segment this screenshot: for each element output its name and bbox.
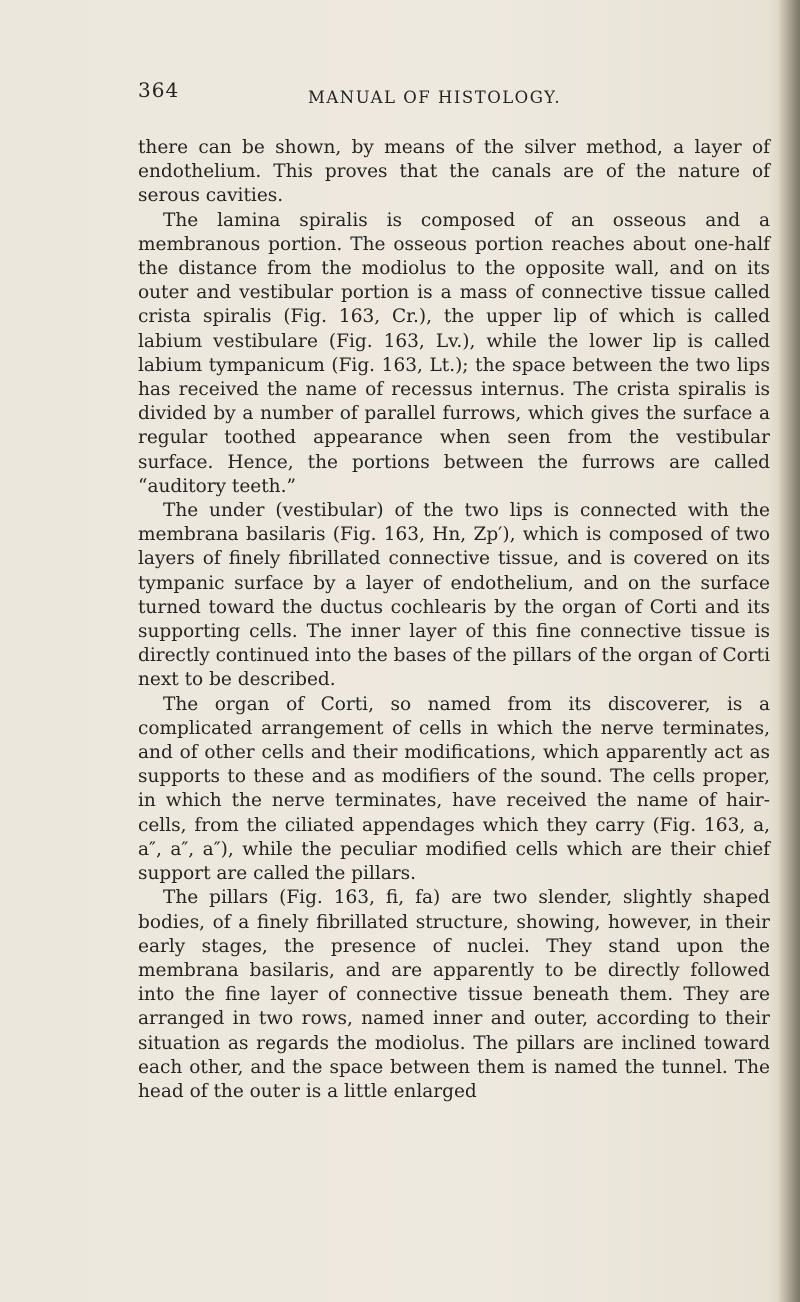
paragraph: there can be shown, by means of the silver method, a layer of endothelium. This proves that the canals are of the nature of serous cavities. (138, 137, 770, 207)
running-title: MANUAL OF HISTOLOGY. (308, 88, 562, 107)
paragraph: The lamina spiralis is composed of an osseous and a membranous portion. The osseous portion reaches about one-half the distance from the modiolus to the opposite wall, and on its outer and vestibular portion is a mass of connective tissue called crista spiralis (Fig. 163, Cr.), the upper lip of which is called labium vestibulare (Fig. 163, Lv.), while the lower lip is called labium tympanicum (Fig. 163, Lt.); the space between the two lips has received the name of recessus internus. The crista spiralis is divided by a number of parallel furrows, which gives the surface a regular toothed appearance when seen from the vestibular surface. Hence, the portions between the furrows are called “auditory teeth.” (138, 209, 770, 497)
page-number: 364 (138, 78, 180, 102)
page-header (138, 78, 778, 118)
paragraph: The organ of Corti, so named from its discoverer, is a complicated arrangement of cells in which the nerve terminates, and of other cells and their modifications, which apparently act as supports to these and as modifiers of the sound. The cells proper, in which the nerve terminates, have received the name of hair-cells, from the ciliated appendages which they carry (Fig. 163, a, a″, a″, a″), while the peculiar modified cells which are their chief support are called the pillars. (138, 693, 770, 885)
body-text (138, 136, 770, 1104)
paragraph: The pillars (Fig. 163, fi, fa) are two slender, slightly shaped bodies, of a finely fibrillated structure, showing, however, in their early stages, the presence of nuclei. They stand upon the membrana basilaris, and are apparently to be directly followed into the fine layer of connective tissue beneath them. They are arranged in two rows, named inner and outer, according to their situation as regards the modiolus. The pillars are inclined toward each other, and the space between them is named the tunnel. The head of the outer is a little enlarged (138, 887, 770, 1102)
page-binding-edge (778, 0, 800, 1302)
paragraph: The under (vestibular) of the two lips is connected with the membrana basilaris (Fig. 163, Hn, Zp′), which is composed of two layers of finely fibrillated connective tissue, and is covered on its tympanic surface by a layer of endothelium, and on the surface turned toward the ductus cochlearis by the organ of Corti and its supporting cells. The inner layer of this fine connective tissue is directly continued into the bases of the pillars of the organ of Corti next to be described. (138, 500, 770, 691)
